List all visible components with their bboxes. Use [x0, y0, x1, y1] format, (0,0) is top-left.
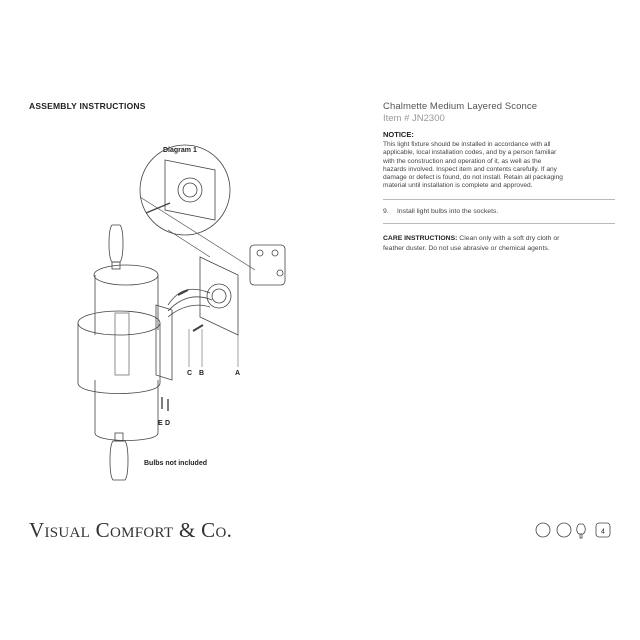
inset-screw: [146, 203, 170, 213]
notice-body: [383, 141, 615, 191]
care-text-line2: feather duster. Do not use abrasive or chemical agents.: [383, 244, 550, 252]
label-b: B: [199, 370, 205, 377]
junction-box: [250, 245, 285, 285]
step-9: [383, 208, 615, 215]
bottom-bulb-glass: [110, 441, 128, 480]
care-title: CARE INSTRUCTIONS:: [383, 234, 458, 242]
step-text: Install light bulbs into the sockets.: [397, 207, 499, 215]
diagram-title: Diagram 1: [163, 147, 197, 154]
inset-plate: [165, 160, 215, 220]
middle-band-top: [78, 311, 160, 335]
inset-leader-line: [168, 230, 210, 257]
bulbs-note: Bulbs not included: [144, 460, 207, 467]
page-number: 4: [601, 528, 605, 536]
inset-plate-hole: [183, 183, 197, 197]
notice-line: This light fixture should be installed in accordance with all: [383, 141, 551, 148]
label-d: D: [165, 420, 171, 427]
etl-listed-icon: [536, 523, 550, 537]
section-divider: [383, 199, 615, 200]
care-text-line1: Clean only with a soft dry cloth or: [457, 234, 560, 242]
mounting-plate-hole: [212, 289, 226, 303]
label-e: E: [158, 420, 163, 427]
care-instructions: [383, 234, 615, 254]
screw-b: [193, 325, 203, 331]
bulb-icon-base: [580, 534, 582, 538]
item-number: Item # JN2300: [383, 113, 445, 124]
label-c: C: [187, 370, 193, 377]
notice-line: hazards involved. Inspect item and contents carefully. If any: [383, 165, 557, 173]
middle-band: [78, 323, 160, 394]
top-bulb-glass: [109, 225, 123, 262]
mounting-plate: [200, 257, 238, 335]
bulb-icon: [577, 524, 586, 534]
inset-plate-ring: [178, 178, 202, 202]
step-number: 9.: [383, 207, 389, 215]
wire: [168, 305, 210, 317]
notice-line: applicable, local installation codes, and by a person familiar: [383, 149, 557, 157]
label-a: A: [235, 370, 241, 377]
product-name: Chalmette Medium Layered Sconce: [383, 101, 538, 112]
inner-socket: [115, 313, 129, 375]
wire: [168, 297, 212, 311]
damp-location-icon: [557, 523, 571, 537]
assembly-instructions-heading: ASSEMBLY INSTRUCTIONS: [29, 101, 146, 111]
upper-cylinder-top: [94, 265, 158, 285]
assembly-diagram: [60, 135, 320, 485]
mounting-plate-ring: [207, 284, 231, 308]
notice-title: NOTICE:: [383, 130, 414, 139]
certification-icons: [534, 521, 614, 543]
instructions-column: [383, 101, 615, 254]
junction-box-knockout: [272, 250, 278, 256]
junction-box-knockout: [257, 250, 263, 256]
notice-line: with the construction and operation of it, as well as the: [383, 157, 542, 165]
diagram1-inset-circle: [140, 145, 230, 235]
brand-logo: Visual Comfort & Co.: [29, 518, 233, 542]
junction-box-knockout: [277, 270, 283, 276]
notice-line: damage or defect is found, do not install. Retain all packaging: [383, 174, 563, 182]
notice-line: material until installation is complete and approved.: [383, 182, 533, 190]
section-divider: [383, 223, 615, 224]
screw-c: [178, 290, 188, 295]
lower-cylinder: [95, 380, 158, 441]
